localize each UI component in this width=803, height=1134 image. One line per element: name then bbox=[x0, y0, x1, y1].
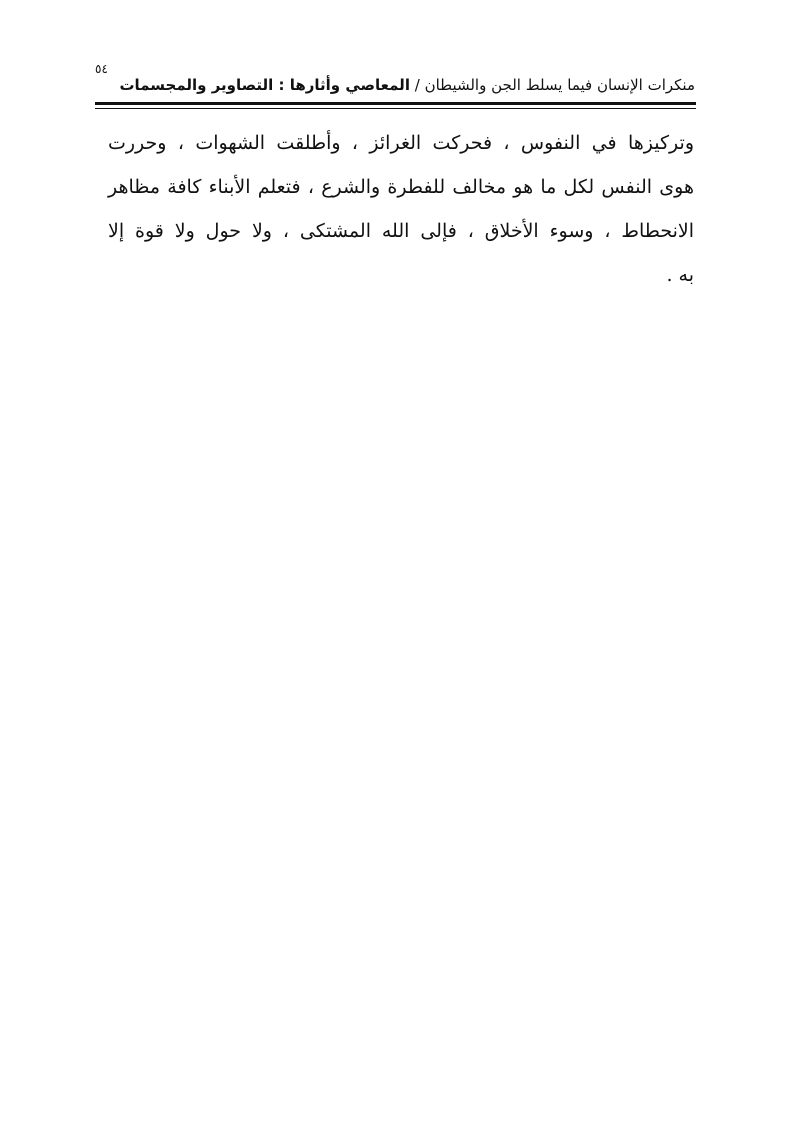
chapter-title: المعاصي وأثارها : التصاوير والمجسمات bbox=[119, 76, 410, 94]
header-rule-thin bbox=[95, 108, 696, 109]
running-header bbox=[105, 76, 695, 94]
body-line: الانحطاط ، وسوء الأخلاق ، فإلى الله المشتكى ، ولا حول ولا قوة إلا bbox=[108, 220, 694, 242]
book-title: منكرات الإنسان فيما يسلط الجن والشيطان bbox=[424, 76, 695, 94]
header-rule-thick bbox=[95, 102, 696, 105]
body-text bbox=[108, 126, 694, 302]
page-number: ٥٤ bbox=[95, 62, 108, 76]
body-line: به . bbox=[666, 264, 694, 286]
body-line: وتركيزها في النفوس ، فحركت الغرائز ، وأطلقت الشهوات ، وحررت bbox=[108, 132, 694, 154]
header-separator: / bbox=[409, 76, 425, 94]
body-line: هوى النفس لكل ما هو مخالف للفطرة والشرع ، فتعلم الأبناء كافة مظاهر bbox=[108, 176, 694, 198]
